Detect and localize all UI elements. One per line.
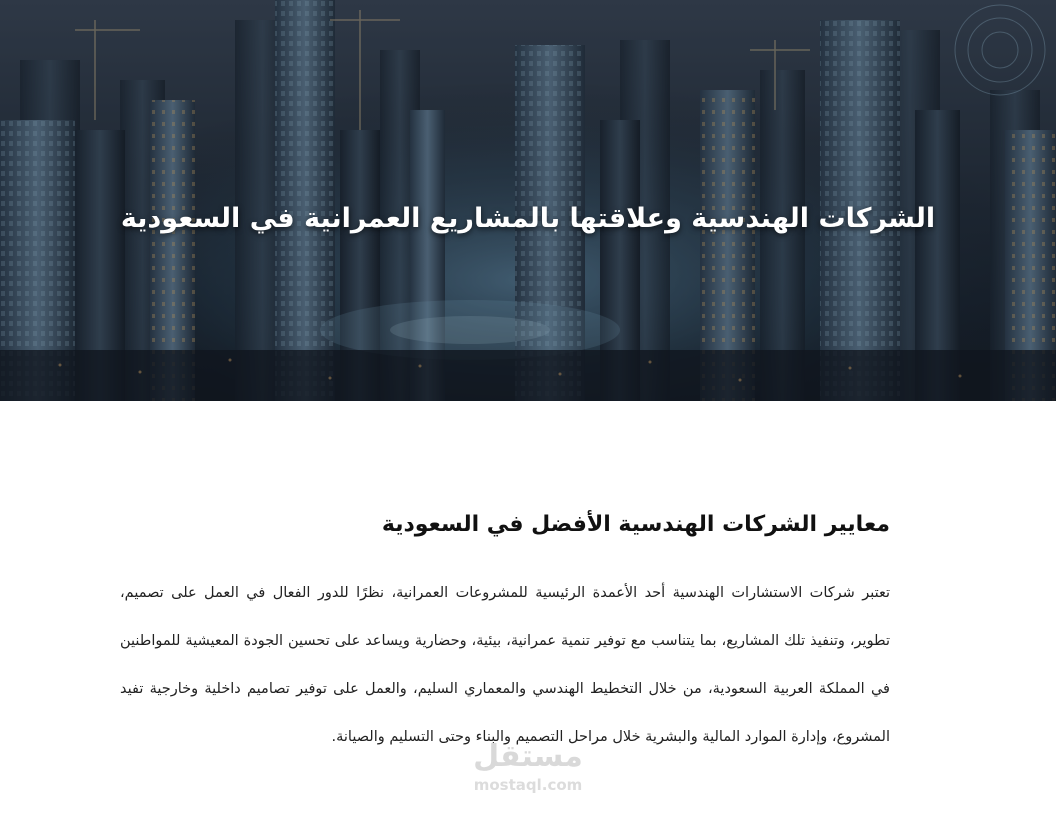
article-paragraph: تعتبر شركات الاستشارات الهندسية أحد الأعمدة الرئيسية للمشروعات العمرانية، نظرًا للدور الفعال في العمل على تصميم، تطوير، وتنفيذ تلك المشاريع، بما يتناسب مع توفير تنمية عمرانية، بيئية، وحضارية ويساعد على تحسين الجودة المعيشية للمواطنين في المملكة العربية السعودية، من خلال التخطيط الهندسي والمعماري السليم، والعمل على توفير تصاميم داخلية وخارجية تفيد المشروع، وإدارة الموارد المالية والبشرية خلال مراحل التصميم والبناء وحتى التسليم والصيانة. [120, 585, 890, 745]
hero-banner [0, 0, 1056, 401]
watermark-latin: mostaql.com [473, 776, 583, 794]
article-content [0, 401, 1056, 815]
page-title: الشركات الهندسية وعلاقتها بالمشاريع العمرانية في السعودية [120, 203, 936, 234]
watermark-arabic: مستقل [473, 739, 583, 774]
section-heading: معايير الشركات الهندسية الأفضل في السعودية [381, 512, 890, 537]
